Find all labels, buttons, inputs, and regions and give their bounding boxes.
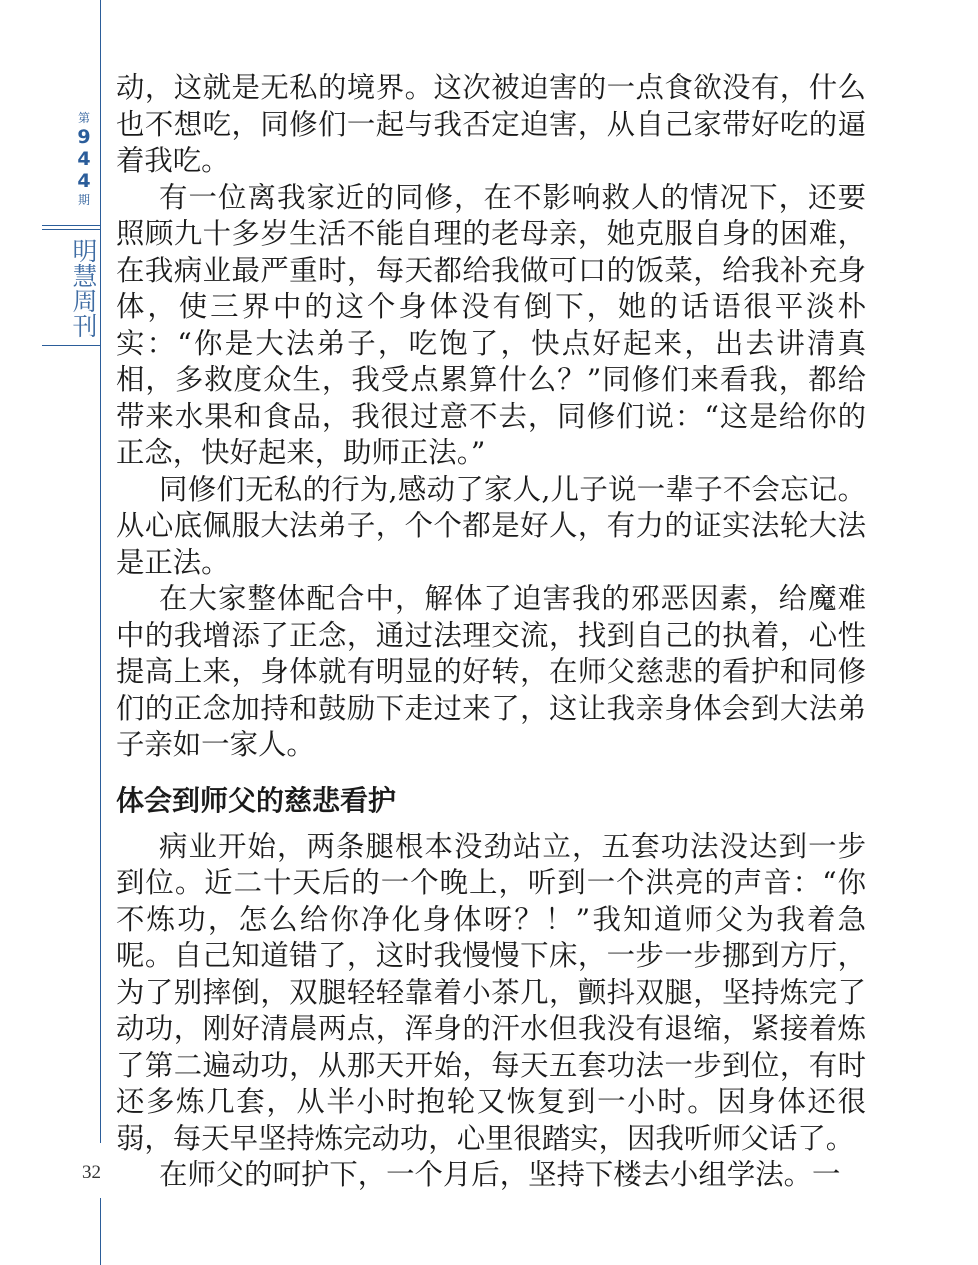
issue-suffix: 期 [77,193,90,207]
paragraph: 在师父的呵护下，一个月后，坚持下楼去小组学法。一 [159,1158,841,1191]
sidebar-divider-top-double [42,229,100,230]
margin-rule [100,0,101,1265]
sidebar-divider-bottom [42,345,100,346]
sidebar-divider-top [42,225,100,226]
paragraph-continuation: 动，这就是无私的境界。这次被迫害的一点食欲没有，什么也不想吃，同修们一起与我否定迫害，从自己家带好吃的逼着我吃。 [116,71,866,177]
article-body [116,70,866,1194]
issue-digit-3: 4 [77,170,91,192]
magazine-name: 明慧周刊 [69,238,98,338]
paragraph: 病业开始，两条腿根本没劲站立，五套功法没达到一步到位。近二十天后的一个晚上，听到一个洪亮的声音：“你不炼功，怎么给你净化身体呀？！”我知道师父为我着急呢。自己知道错了，这时我慢慢下床，一步一步挪到方厅，为了别摔倒，双腿轻轻靠着小茶几，颤抖双腿，坚持炼完了动功，刚好清晨两点，浑身的汗水但我没有退缩，紧接着炼了第二遍动功，从那天开始，每天五套功法一步到位，有时还多炼几套，从半小时抱轮又恢复到一小时。因身体还很弱，每天早坚持炼完动功，心里很踏实，因我听师父话了。 [116,829,866,1155]
issue-digit-1: 9 [77,126,91,148]
issue-prefix: 第 [77,111,90,125]
issue-number-block [72,110,96,208]
section-heading: 体会到师父的慈悲看护 [116,783,397,817]
paragraph: 有一位离我家近的同修，在不影响救人的情况下，还要照顾九十多岁生活不能自理的老母亲，她克服自身的困难，在我病业最严重时，每天都给我做可口的饭菜，给我补充身体，使三界中的这个身体没有倒下，她的话语很平淡朴实：“你是大法弟子，吃饱了，快点好起来，出去讲清真相，多救度众生，我受点累算什么？”同修们来看我，都给带来水果和食品，我很过意不去，同修们说：“这是给你的正念，快好起来，助师正法。” [116,180,866,469]
paragraph: 同修们无私的行为,感动了家人,儿子说一辈子不会忘记。从心底佩服大法弟子，个个都是好人，有力的证实法轮大法是正法。 [116,472,866,579]
paragraph: 在大家整体配合中，解体了迫害我的邪恶因素，给魔难中的我增添了正念，通过法理交流，找到自己的执着，心性提高上来，身体就有明显的好转，在师父慈悲的看护和同修们的正念加持和鼓励下走过来了，这让我亲身体会到大法弟子亲如一家人。 [116,582,866,761]
page-number: 32 [82,1162,101,1183]
issue-digit-2: 4 [77,148,91,170]
